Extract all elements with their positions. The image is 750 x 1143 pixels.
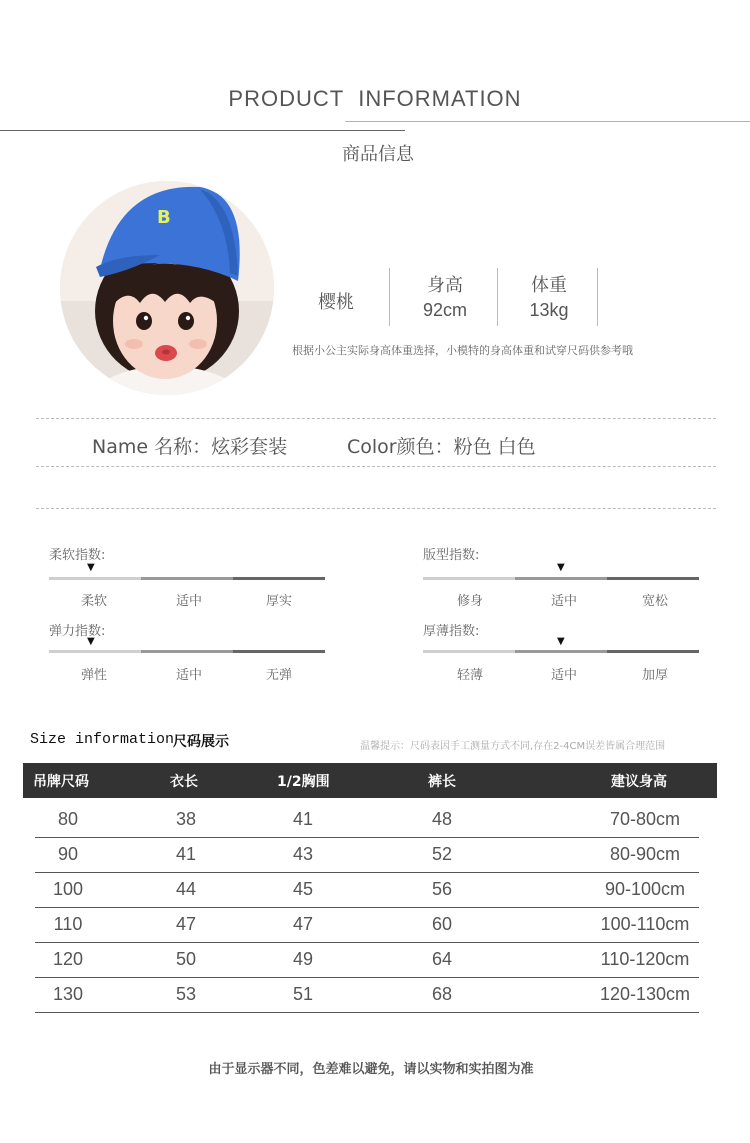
weight-label: 体重 [531,275,567,296]
index-option: 柔软 [80,594,107,609]
column-header: 1/2胸围 [277,774,330,790]
table-cell: 120-130cm [599,984,691,1004]
product-color: Color颜色：粉色 白色 [347,436,536,458]
table-cell: 68 [431,984,453,1004]
index-fit [423,544,699,614]
page-subheading: 商品信息 [342,144,414,165]
model-name: 樱桃 [318,292,354,313]
table-cell: 41 [175,844,197,864]
page-heading [0,86,750,112]
index-label: 柔软指数: [49,548,106,563]
stat-divider [497,268,498,326]
model-height [405,274,485,322]
index-marker: ▼ [557,562,565,573]
table-row-divider [35,942,699,943]
index-label: 厚薄指数: [423,624,480,639]
table-cell: 51 [292,984,314,1004]
weight-value: 13kg [529,300,569,320]
index-bar-segment [423,650,515,653]
table-cell: 80-90cm [609,844,681,864]
index-bar-segment [515,650,607,653]
heading-part-1: PRODUCT [228,86,345,111]
index-bar-segment [141,650,233,653]
table-row-divider [35,907,699,908]
index-softness [49,544,325,614]
index-bar-segment [233,577,325,580]
stat-divider [389,268,390,326]
index-option: 适中 [550,594,577,609]
index-bar-segment [141,577,233,580]
size-info-title-cn: 尺码展示 [173,734,229,750]
table-cell: 45 [292,879,314,899]
model-weight [509,274,589,322]
table-cell: 52 [431,844,453,864]
table-cell: 50 [175,949,197,969]
table-row-divider [35,977,699,978]
index-option: 适中 [175,668,202,683]
table-cell: 44 [175,879,197,899]
index-elasticity [49,620,325,690]
table-cell: 48 [431,809,453,829]
size-info-note: 温馨提示：尺码表因手工测量方式不同,存在2-4CM误差皆属合理范围 [360,741,666,752]
column-header: 建议身高 [611,774,667,790]
index-option: 弹性 [80,668,107,683]
index-bar-segment [607,577,699,580]
index-label: 弹力指数: [49,624,106,639]
index-option: 宽松 [641,594,668,609]
height-label: 身高 [427,275,463,296]
column-header: 衣长 [170,774,198,790]
table-cell: 80 [57,809,79,829]
index-option: 适中 [175,594,202,609]
table-cell: 110 [53,914,83,934]
table-row-divider [35,837,699,838]
table-cell: 47 [175,914,197,934]
index-option: 加厚 [641,668,668,683]
size-info-title: Size information [30,731,175,748]
product-name: Name 名称：炫彩套装 [92,436,288,458]
column-header: 裤长 [428,774,456,790]
index-option: 修身 [456,594,483,609]
index-bar-segment [515,577,607,580]
index-option: 适中 [550,668,577,683]
index-label: 版型指数: [423,548,480,563]
table-cell: 47 [292,914,314,934]
index-bar-segment [233,650,325,653]
index-option: 厚实 [265,594,292,609]
index-option: 无弹 [265,668,292,683]
index-bar-segment [49,650,141,653]
index-marker: ▼ [87,636,95,647]
table-row-divider [35,1012,699,1013]
column-header: 吊牌尺码 [33,774,89,790]
cap-letter: B [157,207,171,228]
table-cell: 110-120cm [600,949,690,969]
dashed-divider [36,418,716,419]
footer-note: 由于显示器不同，色差难以避免，请以实物和实拍图为准 [208,1062,534,1077]
index-option: 轻薄 [456,668,483,683]
table-cell: 53 [175,984,197,1004]
table-cell: 90 [57,844,79,864]
dashed-divider [36,466,716,467]
table-cell: 41 [292,809,314,829]
heading-divider-right [345,121,750,122]
table-cell: 100 [52,879,84,899]
index-bar-segment [49,577,141,580]
model-note: 根据小公主实际身高体重选择，小模特的身高体重和试穿尺码供参考哦 [292,344,633,357]
table-cell: 60 [431,914,453,934]
stat-divider [597,268,598,326]
index-marker: ▼ [557,636,565,647]
index-bar-segment [423,577,515,580]
table-cell: 64 [431,949,453,969]
table-cell: 120 [52,949,84,969]
heading-part-2: INFORMATION [358,86,522,111]
height-value: 92cm [422,300,467,320]
table-cell: 38 [175,809,197,829]
table-cell: 43 [292,844,314,864]
table-cell: 90-100cm [604,879,686,899]
index-thickness [423,620,699,690]
index-marker: ▼ [87,562,95,573]
table-cell: 56 [431,879,453,899]
table-cell: 100-110cm [600,914,690,934]
model-photo [60,181,274,395]
table-cell: 49 [292,949,314,969]
index-bar-segment [607,650,699,653]
dashed-divider [36,508,716,509]
table-cell: 70-80cm [609,809,681,829]
table-row-divider [35,872,699,873]
heading-divider-left [0,130,405,131]
table-cell: 130 [52,984,84,1004]
model-illustration [60,181,274,395]
